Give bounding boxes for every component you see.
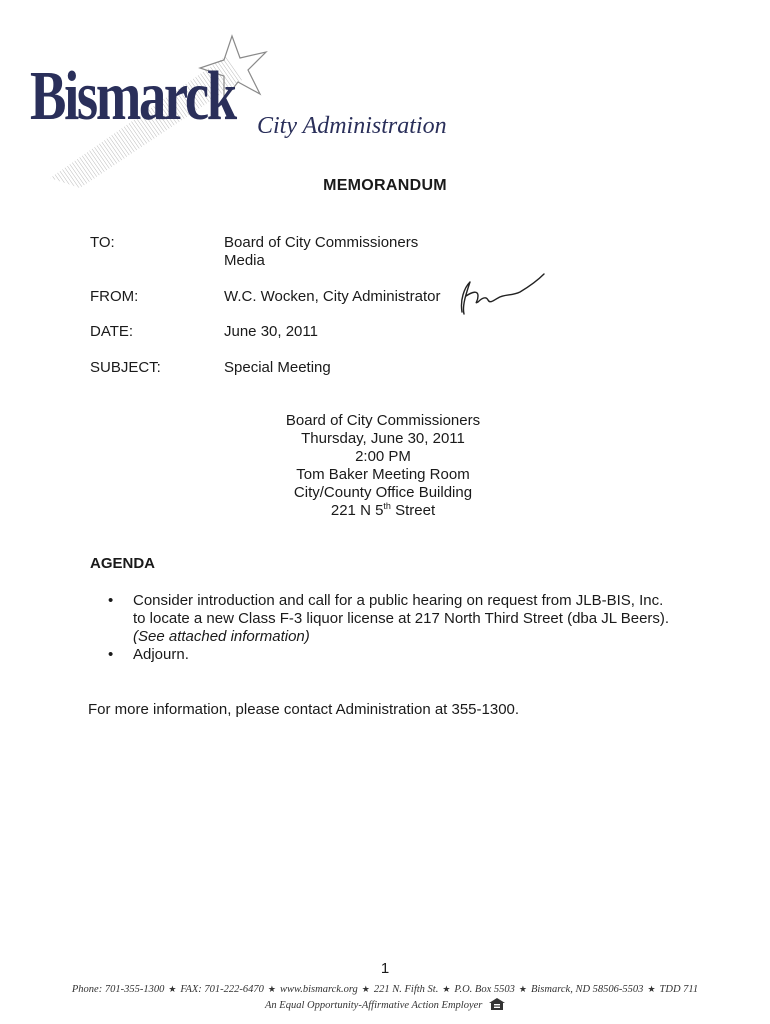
meeting-building: City/County Office Building [293,484,473,501]
agenda-item-1-line-2: to locate a new Class F-3 liquor license at 217 North Third Street (dba JL Beers). [133,610,670,627]
footer-street: 221 N. Fifth St. [373,984,439,995]
address-ordinal: th [383,501,391,511]
meeting-day: Thursday, June 30, 2011 [301,430,465,447]
agenda-item-2: Adjourn. [133,646,189,663]
meeting-body: Board of City Commissioners [285,412,481,429]
footer-pobox: P.O. Box 5503 [454,984,515,995]
from-label: FROM: [90,288,139,305]
bullet-icon: • [108,646,114,663]
subject-value: Special Meeting [224,359,331,376]
footer-contact-line [0,984,770,995]
logo-subtitle: City Administration [257,113,447,139]
bullet-icon: • [108,592,114,609]
footer-website: www.bismarck.org [280,984,358,995]
agenda-item-1-note: (See attached information) [133,628,310,645]
logo-wordmark: Bismarck [30,58,235,135]
meeting-room: Tom Baker Meeting Room [296,466,470,483]
agenda-item [108,592,688,646]
agenda-item-1-line-1: Consider introduction and call for a public hearing on request from JLB-BIS, Inc. [133,592,664,609]
agenda-item [108,646,688,664]
contact-line: For more information, please contact Administration at 355-1300. [88,701,520,718]
star-separator-icon: ★ [518,984,527,994]
footer-city: Bismarck, ND 58506-5503 [530,984,644,995]
footer-phone: Phone: 701-355-1300 [71,984,165,995]
address-number: 221 N 5 [330,502,384,519]
memo-title: MEMORANDUM [323,177,447,194]
agenda-list [108,592,688,664]
footer-tdd: TDD 711 [659,984,699,995]
to-line-1: Board of City Commissioners [224,234,419,251]
from-value: W.C. Wocken, City Administrator [224,288,441,305]
equal-housing-icon [489,998,505,1010]
date-value: June 30, 2011 [224,323,318,340]
page-number: 1 [380,960,390,977]
meeting-time: 2:00 PM [355,448,411,465]
footer-eeo: An Equal Opportunity-Affirmative Action Employer [265,1000,483,1011]
signature-initials [448,270,548,320]
star-separator-icon: ★ [442,984,451,994]
footer-fax: FAX: 701-222-6470 [180,984,264,995]
date-label: DATE: [90,323,134,340]
to-line-2: Media [224,252,265,269]
star-separator-icon: ★ [168,984,177,994]
meeting-details [200,412,566,520]
to-label: TO: [90,234,115,251]
to-value [224,234,418,270]
footer-eeo-line [0,998,770,1011]
address-street: Street [390,502,436,519]
star-separator-icon: ★ [267,984,276,994]
meeting-address [200,502,566,520]
star-separator-icon: ★ [361,984,370,994]
subject-label: SUBJECT: [90,359,161,376]
agenda-heading: AGENDA [90,555,156,572]
star-separator-icon: ★ [647,984,656,994]
